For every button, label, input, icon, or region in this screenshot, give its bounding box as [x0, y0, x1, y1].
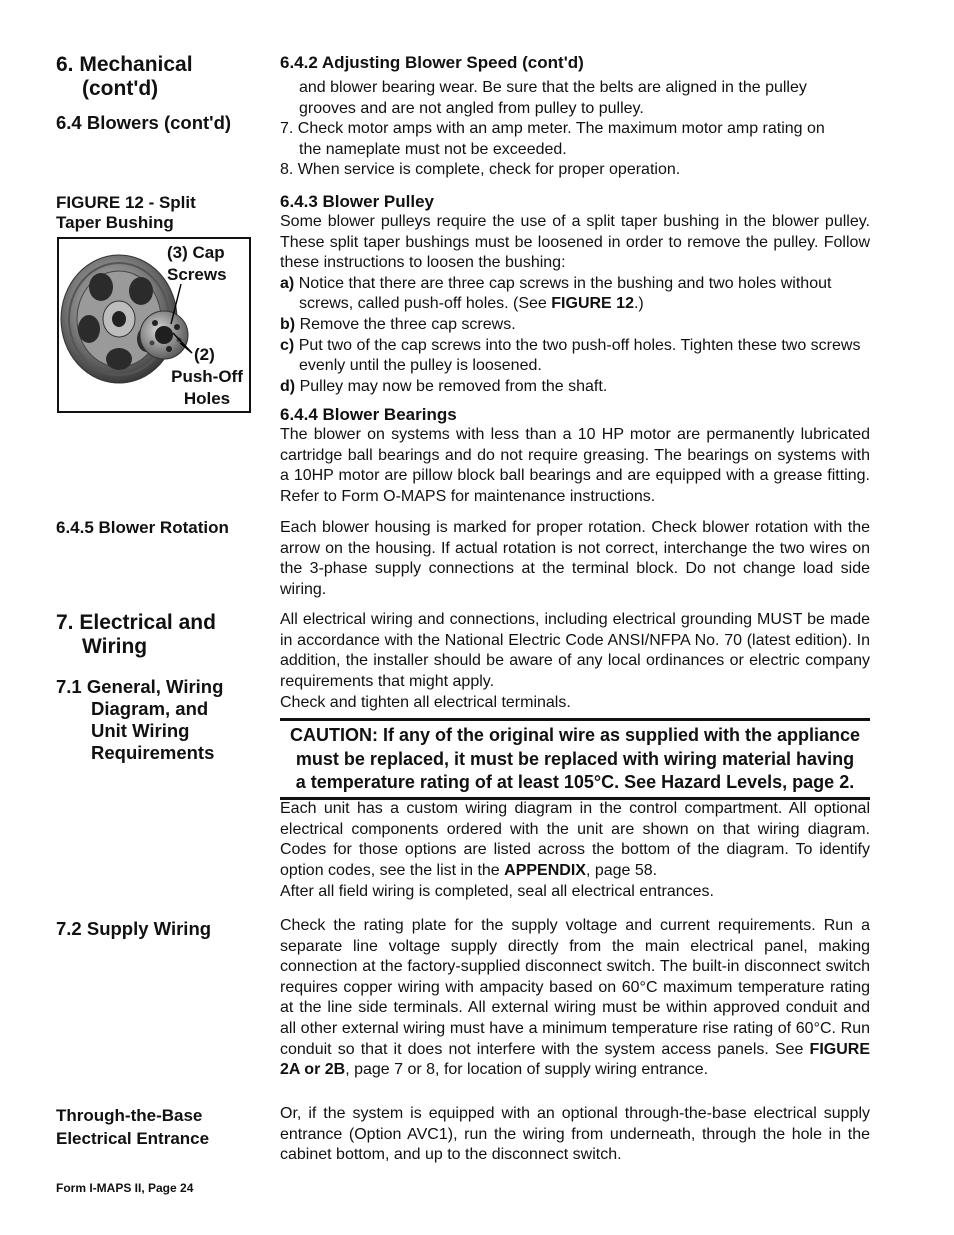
s643-step-a: [280, 274, 870, 315]
s643-step-c-key: c): [280, 336, 295, 354]
section-6-heading-line2: (cont'd): [82, 77, 159, 100]
through-base-text: Or, if the system is equipped with an optional through-the-base electrical supply entrance (Option AVC1), run the wiring from underneath, through the hole in the cabinet bottom, and up to the disconnect switch.: [280, 1105, 870, 1164]
s643-step-d-text: Pulley may now be removed from the shaft.: [299, 377, 608, 395]
s643-step-a-end: .): [633, 295, 644, 313]
cap-screws-label-line2: Screws: [167, 265, 227, 284]
section-6-4-5-heading: 6.4.5 Blower Rotation: [56, 518, 229, 537]
s71-seal: After all field wiring is completed, seal all electrical entrances.: [280, 883, 714, 901]
s642-item8: 8. When service is complete, check for proper operation.: [280, 161, 681, 179]
section-7-1-heading-line2: Diagram, and: [91, 698, 209, 719]
s643-step-d: [280, 377, 870, 398]
s72-figure-ref: FIGURE 2A or 2B: [280, 1040, 870, 1079]
through-base-heading: [56, 1104, 209, 1150]
section-7-heading-line1: 7. Electrical and: [56, 611, 216, 634]
s642-line1: and blower bearing wear. Be sure that the belts are aligned in the pulley: [299, 79, 807, 96]
s71-text-post: , page 58.: [585, 861, 658, 879]
section-6-4-2-title: 6.4.2 Adjusting Blower Speed (cont'd): [280, 53, 584, 72]
s644-text: The blower on systems with less than a 10 HP motor are permanently lubricated cartridge ball bearings and do not require greasing. The bearings on systems with a 10HP motor are pillow block ball bearings and are equipped with a grease fitting. Refer to Form O-MAPS for maintenance instructions.: [280, 426, 870, 505]
section-6-4-2: [280, 53, 870, 181]
s643-step-b-key: b): [280, 315, 296, 333]
s643-intro: Some blower pulleys require the use of a split taper bushing in the blower pulley. These split taper bushings must be loosened in order to remove the pulley. Follow these instructions to loosen the bushing:: [280, 213, 870, 272]
s72-text-post: , page 7 or 8, for location of supply wiring entrance.: [345, 1061, 709, 1079]
section-7-text: [280, 610, 870, 714]
section-7-1-text: [280, 799, 870, 903]
s642-item7-line2: the nameplate must not be exceeded.: [299, 140, 567, 158]
section-6-heading-line1: 6. Mechanical: [56, 53, 193, 76]
section-7-1-heading-line4: Requirements: [91, 742, 215, 763]
figure-12-caption-line1: FIGURE 12 - Split: [56, 193, 196, 212]
section-7-1-heading-line3: Unit Wiring: [91, 720, 190, 741]
s643-step-b-text: Remove the three cap screws.: [299, 315, 516, 333]
cap-screws-label-line1: (3) Cap: [167, 243, 225, 262]
s643-step-c: [280, 336, 870, 377]
section-6-4-5-text: Each blower housing is marked for proper rotation. Check blower rotation with the arrow on the housing. If actual rotation is not correct, interchange the two wires on the 3-phase supply connections at the terminal block. Do not change load side wiring.: [280, 519, 870, 598]
section-7-2-heading: 7.2 Supply Wiring: [56, 918, 212, 939]
s643-step-d-key: d): [280, 377, 296, 395]
section-6-4-4: [280, 405, 870, 507]
figure-12-caption-line2: Taper Bushing: [56, 213, 174, 232]
through-base-heading-line1: Through-the-Base: [56, 1106, 203, 1125]
s71-text-pre: Each unit has a custom wiring diagram in the control compartment. All optional electrical components ordered with the unit are shown on that wiring diagram. Codes for those options are listed across the bottom of the diagram. To identify option codes, see the list in the: [280, 800, 870, 879]
caution-line3: a temperature rating of at least 105°C. See Hazard Levels, page 2.: [295, 772, 855, 793]
s643-step-a-key: a): [280, 274, 295, 292]
s7-text: All electrical wiring and connections, including electrical grounding MUST be made in accordance with the National Electric Code ANSI/NFPA No. 70 (latest edition). In addition, the installer should be aware of any local ordinances or electric company requirements that might apply.: [280, 611, 870, 690]
section-7-heading: [56, 611, 216, 659]
section-6-4-4-title: 6.4.4 Blower Bearings: [280, 405, 457, 424]
s71-appendix-ref: APPENDIX: [504, 861, 586, 879]
push-off-holes-label: [165, 344, 249, 410]
s643-step-a-text: Notice that there are three cap screws in the bushing and two holes without screws, called push-off holes. (See: [298, 274, 832, 313]
caution-line1: CAUTION: If any of the original wire as supplied with the appliance: [289, 725, 861, 745]
s643-step-b: [280, 315, 870, 336]
figure-12-caption: [56, 193, 196, 233]
s72-text-pre: Check the rating plate for the supply voltage and current requirements. Run a separate line voltage supply directly from the main electrical panel, making connection at the factory-supplied disconnect switch. The built-in disconnect switch requires copper wiring with ampacity based on 60°C maximum temperature rating at the line side terminals. All external wiring must be within approved conduit and all other external wiring must have a minimum temperature rise rating of 60°C. Run conduit so that it does not interfere with the system access panels. See: [280, 917, 870, 1058]
s643-step-c-text: Put two of the cap screws into the two push-off holes. Tighten these two screws evenly until the pulley is loosened.: [298, 336, 861, 375]
s7-check: Check and tighten all electrical terminals.: [280, 694, 571, 712]
caution-box: [280, 718, 870, 800]
page-footer: Form I-MAPS II, Page 24: [56, 1181, 194, 1195]
section-7-heading-line2: Wiring: [82, 635, 148, 658]
push-off-holes-label-line2: Push-Off: [171, 367, 243, 386]
cap-screws-label: [167, 242, 227, 286]
section-6-4-3-title: 6.4.3 Blower Pulley: [280, 192, 435, 211]
section-6-4-3: [280, 192, 870, 397]
s643-step-a-ref: FIGURE 12: [551, 295, 634, 313]
section-7-2-text: [280, 916, 870, 1081]
section-6-heading: [56, 53, 193, 101]
push-off-holes-label-line1: (2): [194, 345, 215, 364]
s72-text: [280, 916, 870, 1081]
figure-12-split-taper-bushing: [57, 237, 251, 413]
section-6-4-heading: 6.4 Blowers (cont'd): [56, 112, 232, 133]
s71-text: [280, 799, 870, 881]
section-7-1-heading-line1: 7.1 General, Wiring: [56, 676, 224, 697]
section-6-4-2-body: [280, 78, 870, 181]
push-off-holes-label-line3: Holes: [183, 389, 231, 408]
s642-item7-line1: 7. Check motor amps with an amp meter. The maximum motor amp rating on: [280, 120, 825, 138]
caution-line2: must be replaced, it must be replaced with wiring material having: [295, 748, 855, 769]
s642-line2: grooves and are not angled from pulley to pulley.: [299, 99, 644, 117]
section-7-1-heading: [56, 676, 223, 764]
through-base-heading-line2: Electrical Entrance: [56, 1129, 210, 1148]
